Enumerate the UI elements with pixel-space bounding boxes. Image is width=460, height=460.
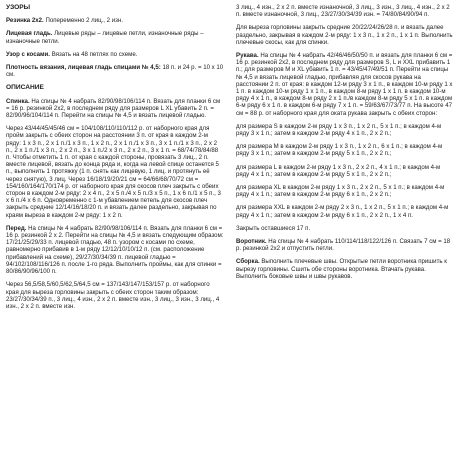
collar-label: Воротник. — [236, 238, 267, 246]
gauge-text: 18 п. и 24 р. = 10 х 10 см. — [6, 64, 224, 79]
gauge-label: Плотность вязания, лицевая гладь спицами № 4,5: — [6, 64, 161, 72]
stockinette-paragraph — [6, 30, 224, 44]
rib-label: Резинка 2х2. — [6, 17, 44, 25]
sleeves-label: Рукава. — [236, 52, 259, 60]
right-column — [236, 4, 454, 460]
rib-text: Попеременно 2 лиц., 2 изн. — [43, 17, 124, 25]
cables-text: Вязать на 48 петлях по схеме. — [50, 50, 138, 58]
sleeves-paragraph — [236, 52, 454, 117]
back-text: На спицы № 4 набрать 82/90/98/106/114 п. Вязать для планки 6 см = 16 р. резинкой 2х2, в последнем ряду для размеров L XL убавить 2 п. = 82/90/96/104/114 п. Перейти на спицы № 4,5 и вязать лицевой гладью. — [6, 97, 221, 120]
back-paragraph — [6, 98, 224, 120]
assembly-label: Сборка. — [236, 258, 260, 266]
back-label: Спинка. — [6, 97, 30, 105]
cables-paragraph — [6, 51, 224, 58]
front-neck-paragraph: Через 56,5/58,5/60,5/62,5/64,5 см = 137/143/147/153/157 р. от наборного края для выреза горловины закрыть с обеих сторон таким образом: 23/27/30/34/39 п., 3 лиц., 4 изн., 2 х 2 п. вместе изн., 3 лиц., 3 изн., 3 лиц., 4 изн., 2 х 2 п. вместе изн. — [6, 281, 220, 310]
size-l-paragraph: для размера L в каждом 2-м ряду 1 х 3 п., 2 х 2 п., 4 х 1 п.; в каждом 4-м ряду 4 х 1 п.; затем в каждом 2-м ряду 5 х 1 п., 2 х 2 п.; — [236, 163, 441, 178]
left-column — [6, 4, 224, 460]
stockinette-label: Лицевая гладь. — [6, 30, 53, 38]
assembly-text: Выполнить плечевые швы. Открытые петли воротника пришить к вырезу горловины. Сшить обе стороны воротника. Втачать рукава. Выполнить боковые швы и швы рукавов. — [236, 258, 447, 280]
remaining-paragraph: Закрыть оставшиеся 17 п. — [236, 224, 311, 232]
front-label: Перед. — [6, 224, 27, 232]
sleeves-text: На спицы № 4 набрать 42/46/46/50/50 п. и вязать для планки 6 см = 16 р. резинкой 2х2, в последнем ряду для размеров S, L и XXL прибавить 1 п.; для размеров M и XL убавить 1 п. = 43/45/47/49/51 п. Перейти на спицы № 4,5 и вязать лицевой гладью, прибавляя для скосов рукава на расстоянии 2 п. от края: в каждом 12-м ряду 3 х 1 п., в каждом 10-м ряду 1 х 1 п. в каждом 10-м ряду 1 х 1 п., в каждом 8-м ряду 1 х 1 п. в каждом 10-м ряду 4 х 1 п., в каждом 8-м ряду 2 х 1 п./в каждом 8-м ряду 5 х 1 п. в каждом 6-м ряду 6 х 1 п. в каждом 6-м ряду 7 х 1 п. = 59/63/67/73/77 п. На высоте 47 см = 88 р. от наборного края для оката рукава закрыть с обеих сторон: — [236, 52, 453, 117]
size-s-paragraph: для размера S в каждом 2-м ряду 1 х 3 п., 1 х 2 п., 5 х 1 п.; в каждом 4-м ряду 3 х 1 п.; затем в каждом 2-м ряду 4 х 1 п., 2 х 2 п.; — [236, 122, 442, 138]
description-heading: ОПИСАНИЕ — [6, 84, 44, 92]
gauge-paragraph — [6, 64, 224, 78]
front-text: На спицы № 4 набрать 82/90/98/106/114 п. Вязать для планки 6 см = 16 р. резинкой 2 х 2. Перейти на спицы № 4,5 и вязать следующим образом: 17/21/25/29/33 п. лицевой гладью, 48 п. узором с косами по схеме, равномерно прибавив в 1-м ряду 12/12/10/10/12 п. (см. расположение прибавлений на схеме), 29/27/30/34/39 п. лицевой гладью = 94/102/108/116/126 п. после 1-го ряда. Выполнить проймы, как для спинки = 80/86/90/96/100 п. — [6, 224, 224, 276]
stockinette-text: Лицевые ряды – лицевые петли, изнаночные ряды – изнаночные петли. — [6, 30, 204, 45]
patterns-heading: УЗОРЫ — [6, 4, 31, 11]
size-m-paragraph: для размера M в каждом 2-м ряду 1 х 3 п., 1 х 2 п., 6 х 1 п.; в каждом 4-м ряду 3 х 1 п.; затем в каждом 2-м ряду 5 х 1 п., 2 х 2 п.; — [236, 143, 443, 158]
collar-text: На спицы № 4 набрать 110/114/118/122/126 п. Связать 7 см = 18 р. резинкой 2х2 и отпустить петли. — [236, 238, 451, 253]
size-xl-paragraph: для размера XL в каждом 2-м ряду 1 х 3 п., 2 х 2 п., 5 х 1 п.; в каждом 4-м ряду 4 х 1 п.; затем в каждом 2-м ряду 6 х 1 п., 2 х 2 п.; — [236, 184, 445, 199]
size-xxl-paragraph: для размера XXL в каждом 2-м ряду 2 х 3 п., 1 х 2 п., 5 х 1 п.; в каждом 4-м ряду 4 х 1 п.; затем в каждом 2-м ряду 6 х 1 п., 2 х 2 п., 1 х 4 п. — [236, 204, 449, 219]
rib-paragraph — [6, 17, 224, 24]
continuation-paragraph: 3 лиц., 4 изн., 2 х 2 п. вместе изнаночной, 3 лиц., 3 изн., 3 лиц., 4 изн., 2 х 2 п. вместе изнаночной, 3 лиц., 23/27/30/34/39 изн. = 74/80/84/90/94 п. — [236, 4, 450, 19]
assembly-paragraph — [236, 258, 454, 280]
cables-label: Узор с косами. — [6, 50, 50, 58]
collar-paragraph — [236, 238, 454, 252]
back-armhole-paragraph: Через 43/44/45/45/46 см = 104/108/110/110/112 р. от наборного края для пройм закрыть с обеих сторон на расстоянии 3 п. от края в каждом 2-м ряду: 1 х 3 п., 2 х 1 п./1 х 3 п., 1 х 2 п., 2 х 1 п./1 х 3 п., 3 х 1 п./1 х 3 п., 2 х 2 п., 2 х 1 п./1 х 3 п., 2 х 2 п., 3 х 1 п./2 х 3 п., 2 х 2 п., 3 х 1 п. = 68/74/78/84/88 п. Чтобы отметить 1 п. от края с каждой стороны, провязать 3 лиц., 2 п. вместе лицевой, вязать до конца ряда и, когда на левой спице останется 5 п., выполнить 1 протяжку (1 п. снять как лицевую, 1 лиц. и протянуть её через снятую), 3 лиц. Через 16/18/19/20/21 см = 64/66/68/70/72 см = 154/160/164/170/174 р. от наборного края для скосов плеч закрыть с обеих сторон в каждом 2-м ряду: 2 х 4 п., 2 х 5 п./4 х 5 п./3 х 5 п., 1 х 6 п./1 х 5 п., 3 х 6 п./4 х 6 п. Одновременно с 1-м убавлением петель для скосов плеч закрыть средние 12/14/16/18/20 п. и вязать далее раздельно, закрывая по краям выреза в каждом 2-м ряду: 1 х 2 п. — [6, 125, 221, 219]
neckline-paragraph: Для выреза горловины закрыть средние 20/22/24/26/28 п. и вязать далее раздельно, закрывая в каждом 2-м ряду: 1 х 3 п., 1 х 2 п., 1 х 1 п. Выполнить плечевые скосы, как для спинки. — [236, 24, 453, 46]
front-paragraph — [6, 225, 224, 275]
